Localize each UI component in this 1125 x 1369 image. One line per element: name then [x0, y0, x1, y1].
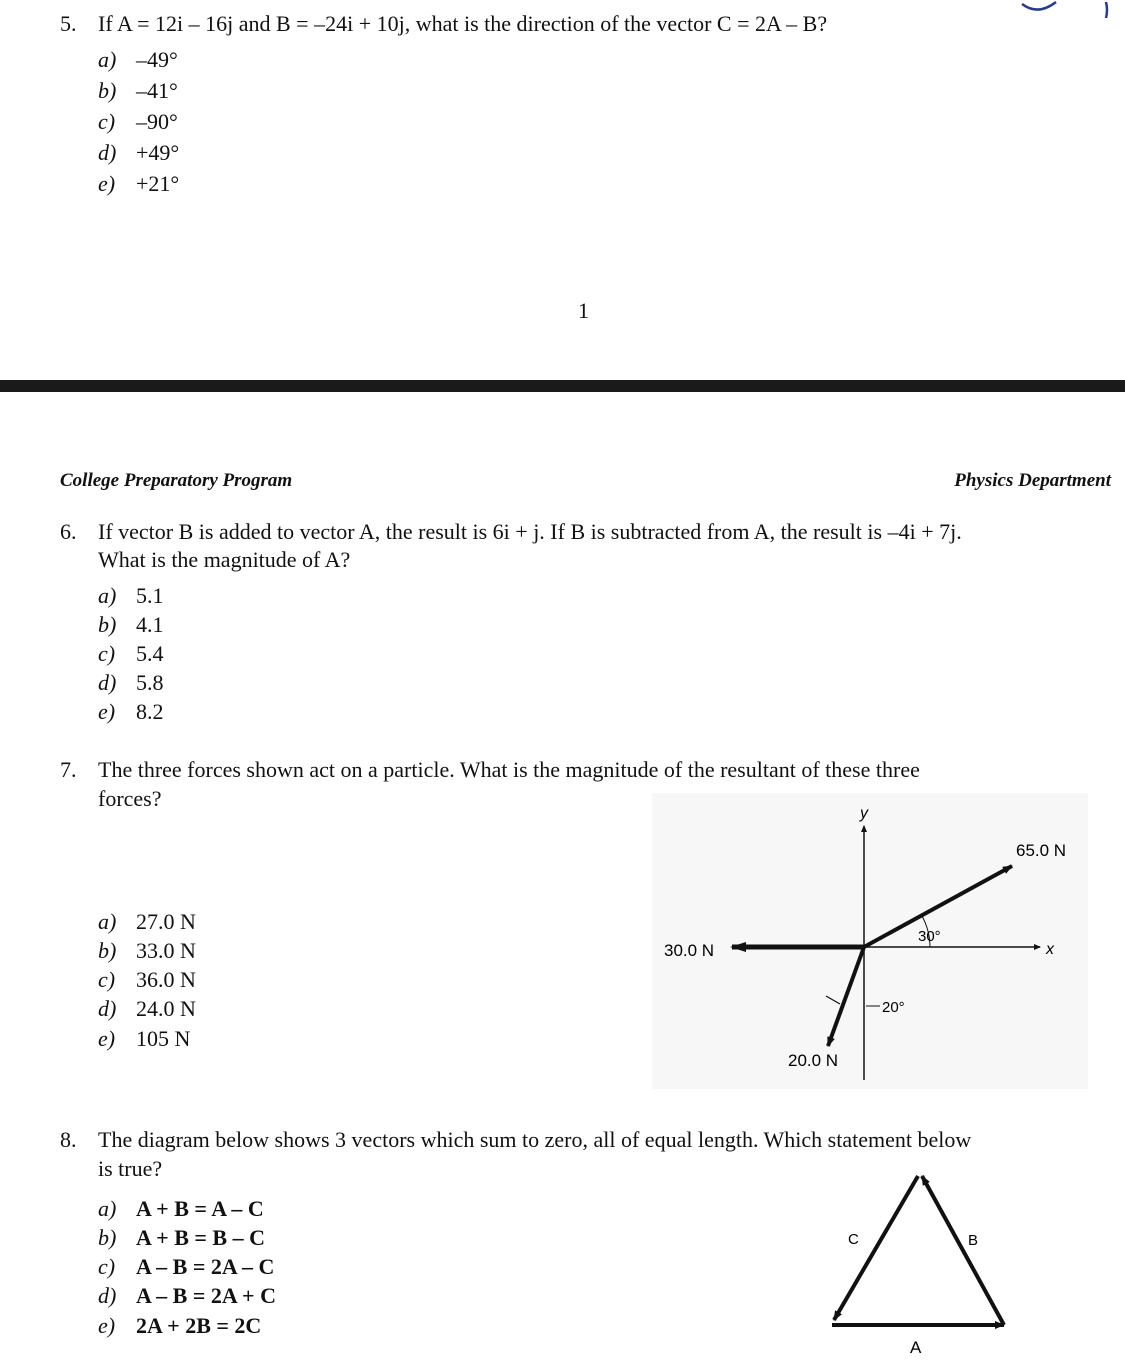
option-a[interactable]: a) –49°: [98, 47, 178, 72]
question-text-line2: forces?: [98, 786, 162, 811]
question-text-line1: The three forces shown act on a particle. What is the magnitude of the resultant of these three: [98, 757, 920, 782]
angle-20-label: 20°: [882, 999, 905, 1016]
vector-b-arrow: [922, 1176, 1004, 1325]
option-c[interactable]: c) –90°: [98, 109, 178, 134]
option-b[interactable]: b) 33.0 N: [98, 938, 196, 963]
option-d[interactable]: d) 5.8: [98, 670, 164, 695]
option-a[interactable]: a) 27.0 N: [98, 909, 196, 934]
vector-a-label: A: [910, 1338, 922, 1357]
option-a[interactable]: a) A + B = A – C: [98, 1196, 264, 1221]
question-text-line2: What is the magnitude of A?: [98, 547, 351, 572]
question-number: 7.: [60, 757, 77, 782]
option-b[interactable]: b) A + B = B – C: [98, 1225, 265, 1250]
header-left: College Preparatory Program: [60, 470, 293, 491]
header-right: Physics Department: [954, 470, 1111, 491]
option-e[interactable]: e) +21°: [98, 171, 180, 196]
option-b[interactable]: b) 4.1: [98, 612, 164, 637]
option-e[interactable]: e) 2A + 2B = 2C: [98, 1313, 262, 1338]
question-number: 8.: [60, 1127, 77, 1152]
force-20n-label: 20.0 N: [788, 1051, 839, 1070]
option-e[interactable]: e) 8.2: [98, 699, 164, 724]
option-c[interactable]: c) 5.4: [98, 641, 164, 666]
question-text-line1: If vector B is added to vector A, the result is 6i + j. If B is subtracted from A, the result is –4i + 7j.: [98, 519, 962, 544]
question-number: 5.: [60, 11, 77, 36]
question-text: If A = 12i – 16j and B = –24i + 10j, what is the direction of the vector C = 2A – B?: [98, 11, 828, 36]
question-text-line2: is true?: [98, 1156, 163, 1181]
force-65n-label: 65.0 N: [1016, 841, 1067, 860]
angle-30-label: 30°: [918, 928, 941, 945]
option-d[interactable]: d) +49°: [98, 140, 180, 165]
option-c[interactable]: c) A – B = 2A – C: [98, 1254, 275, 1279]
vector-b-label: B: [968, 1232, 979, 1249]
question-text-line1: The diagram below shows 3 vectors which sum to zero, all of equal length. Which statement below: [98, 1127, 972, 1152]
vector-c-arrow: [834, 1176, 918, 1320]
option-d[interactable]: d) A – B = 2A + C: [98, 1283, 276, 1308]
force-30n-label: 30.0 N: [664, 941, 715, 960]
vector-c-label: C: [848, 1231, 859, 1248]
option-b[interactable]: b) –41°: [98, 78, 178, 103]
x-axis-label: x: [1046, 941, 1054, 958]
option-e[interactable]: e) 105 N: [98, 1026, 191, 1051]
y-axis-label: y: [860, 805, 868, 822]
question-number: 6.: [60, 519, 77, 544]
option-d[interactable]: d) 24.0 N: [98, 996, 196, 1021]
option-a[interactable]: a) 5.1: [98, 583, 164, 608]
page-number: 1: [578, 298, 589, 323]
option-c[interactable]: c) 36.0 N: [98, 967, 196, 992]
